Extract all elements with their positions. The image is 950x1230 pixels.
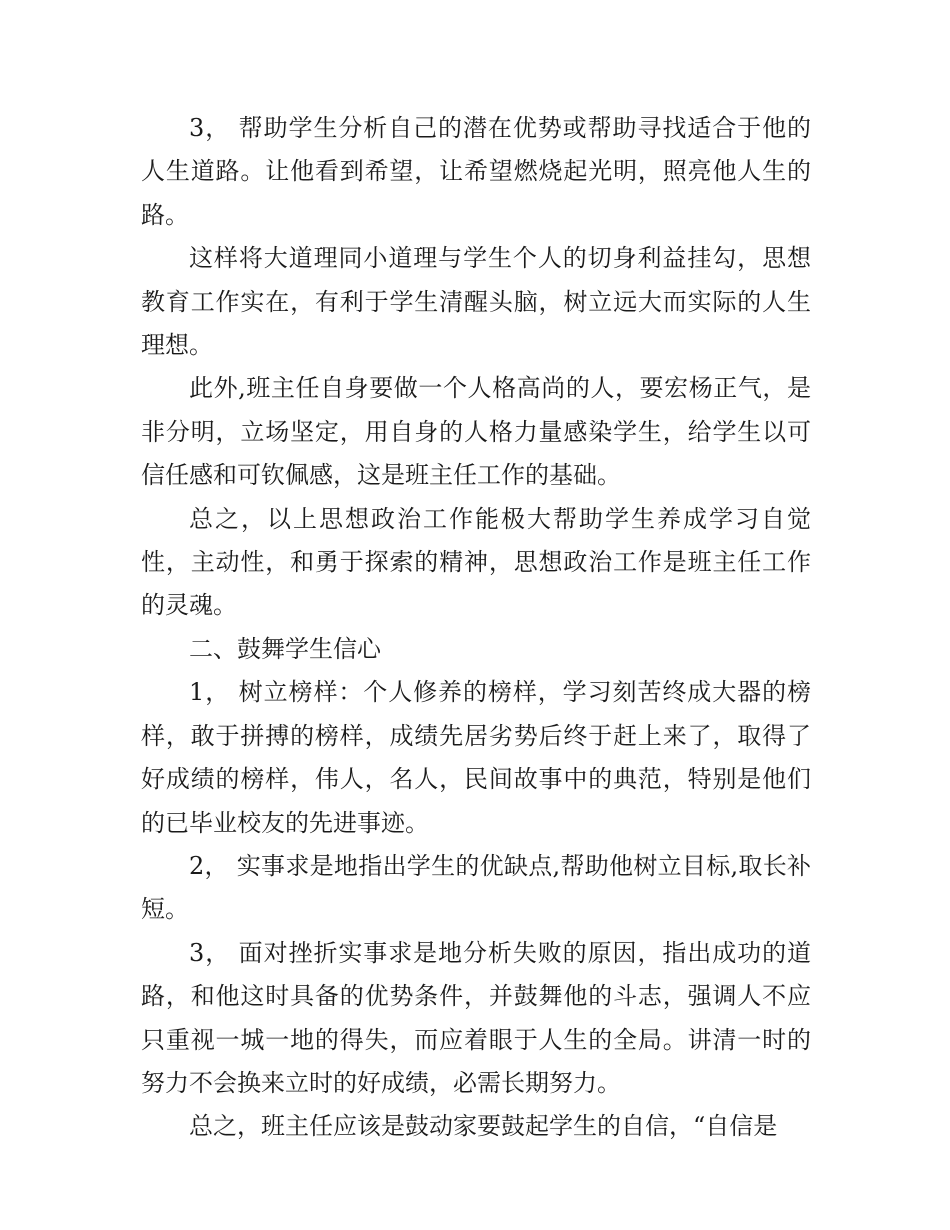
paragraph-link-principles: 这样将大道理同小道理与学生个人的切身利益挂勾，思想教育工作实在，有利于学生清醒头脑，树立远大而实际的人生理想。 [141,244,811,360]
paragraph-help-analyze-strengths: 3， 帮助学生分析自己的潜在优势或帮助寻找适合于他的人生道路。让他看到希望，让希望燃烧起光明，照亮他人生的路。 [141,114,811,229]
paragraph-set-role-models: 1， 树立榜样：个人修养的榜样，学习刻苦终成大器的榜样，敢于拼搏的榜样，成绩先居劣势后终于赶上来了，取得了好成绩的榜样，伟人，名人，民间故事中的典范，特别是他们的已毕业校友的先进事迹。 [141,678,811,837]
document-body [141,107,811,1149]
paragraph-point-out-strengths: 2， 实事求是地指出学生的优缺点,帮助他树立目标,取长补短。 [141,851,811,924]
paragraph-teacher-character: 此外,班主任自身要做一个人格高尚的人，要宏杨正气，是非分明，立场坚定，用自身的人格力量感染学生，给学生以可信任感和可钦佩感，这是班主任工作的基础。 [141,374,811,490]
paragraph-face-setbacks: 3， 面对挫折实事求是地分析失败的原因，指出成功的道路，和他这时具备的优势条件，并鼓舞他的斗志，强调人不应只重视一城一地的得失，而应着眼于人生的全局。讲清一时的努力不会换来立时的好成绩，必需长期努力。 [141,938,811,1097]
paragraph-summary-confidence: 总之，班主任应该是鼓动家要鼓起学生的自信，“自信是 [189,1112,778,1141]
section-heading-encourage-confidence: 二、鼓舞学生信心 [189,634,381,663]
paragraph-summary-political-work: 总之，以上思想政治工作能极大帮助学生养成学习自觉性，主动性，和勇于探索的精神，思想政治工作是班主任工作的灵魂。 [141,504,811,620]
